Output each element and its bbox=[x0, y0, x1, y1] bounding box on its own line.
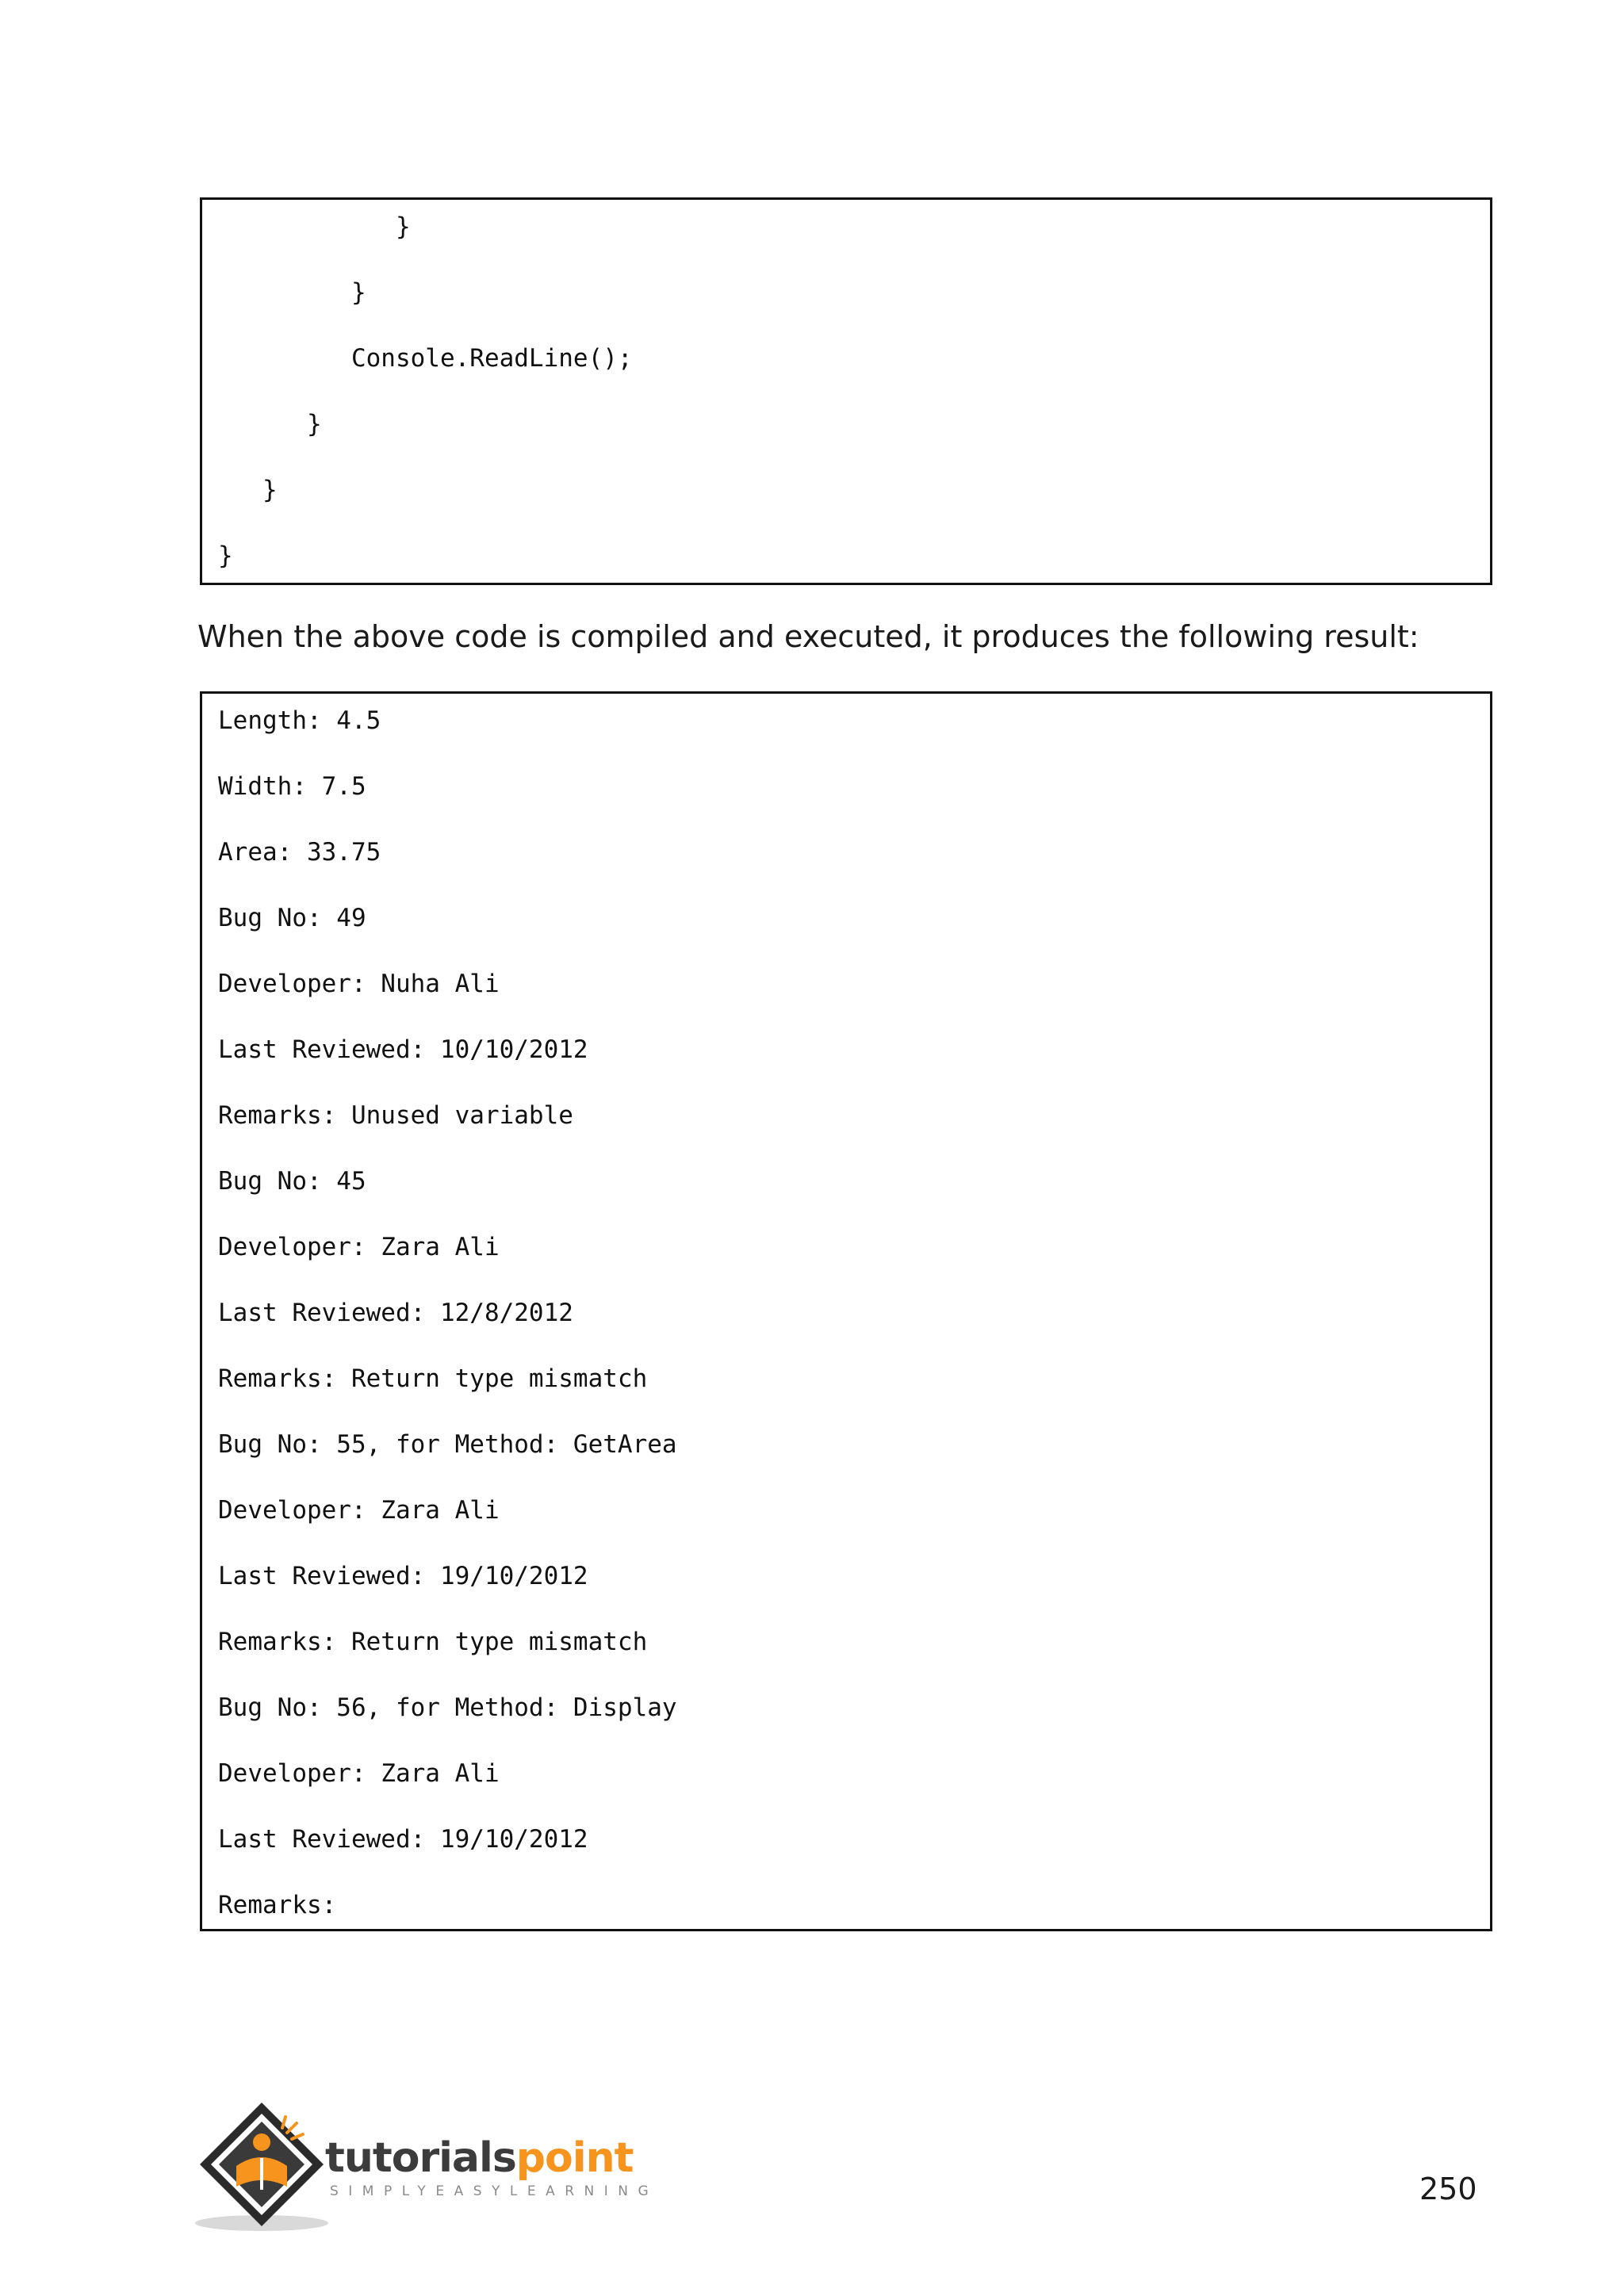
result-intro-paragraph: When the above code is compiled and executed, it produces the following result: bbox=[197, 619, 1419, 654]
output-line: Developer: Zara Ali bbox=[218, 1759, 500, 1788]
logo-wordmark-part1: tutorials bbox=[325, 2134, 516, 2182]
output-line: Remarks: Return type mismatch bbox=[218, 1364, 648, 1393]
logo-wordmark bbox=[325, 2134, 633, 2182]
output-line: Bug No: 45 bbox=[218, 1167, 366, 1196]
code-line: } bbox=[218, 278, 366, 307]
output-line: Bug No: 55, for Method: GetArea bbox=[218, 1430, 677, 1459]
code-line: Console.ReadLine(); bbox=[218, 344, 633, 373]
output-line: Area: 33.75 bbox=[218, 838, 381, 867]
output-line: Last Reviewed: 19/10/2012 bbox=[218, 1562, 588, 1590]
logo-wordmark-part2: point bbox=[515, 2134, 634, 2182]
output-line: Bug No: 56, for Method: Display bbox=[218, 1693, 677, 1722]
code-line: } bbox=[218, 476, 278, 504]
output-line: Remarks: bbox=[218, 1891, 337, 1919]
output-line: Last Reviewed: 12/8/2012 bbox=[218, 1299, 573, 1327]
output-block bbox=[200, 691, 1492, 1931]
page-number: 250 bbox=[1419, 2172, 1477, 2206]
output-line: Length: 4.5 bbox=[218, 706, 381, 735]
output-line: Last Reviewed: 19/10/2012 bbox=[218, 1825, 588, 1854]
output-line: Remarks: Unused variable bbox=[218, 1101, 573, 1130]
output-line: Developer: Nuha Ali bbox=[218, 970, 500, 998]
output-line: Remarks: Return type mismatch bbox=[218, 1628, 648, 1656]
tutorialspoint-logo bbox=[193, 2098, 659, 2233]
code-line: } bbox=[218, 410, 322, 438]
output-line: Width: 7.5 bbox=[218, 772, 366, 801]
output-line: Last Reviewed: 10/10/2012 bbox=[218, 1035, 588, 1064]
output-line: Developer: Zara Ali bbox=[218, 1233, 500, 1261]
output-line: Developer: Zara Ali bbox=[218, 1496, 500, 1525]
code-block-top bbox=[200, 197, 1492, 585]
logo-tagline: SIMPLYEASYLEARNING bbox=[330, 2183, 659, 2199]
code-line: } bbox=[218, 541, 233, 570]
logo-diamond-icon bbox=[193, 2098, 328, 2233]
output-line: Bug No: 49 bbox=[218, 904, 366, 932]
code-line: } bbox=[218, 212, 411, 241]
